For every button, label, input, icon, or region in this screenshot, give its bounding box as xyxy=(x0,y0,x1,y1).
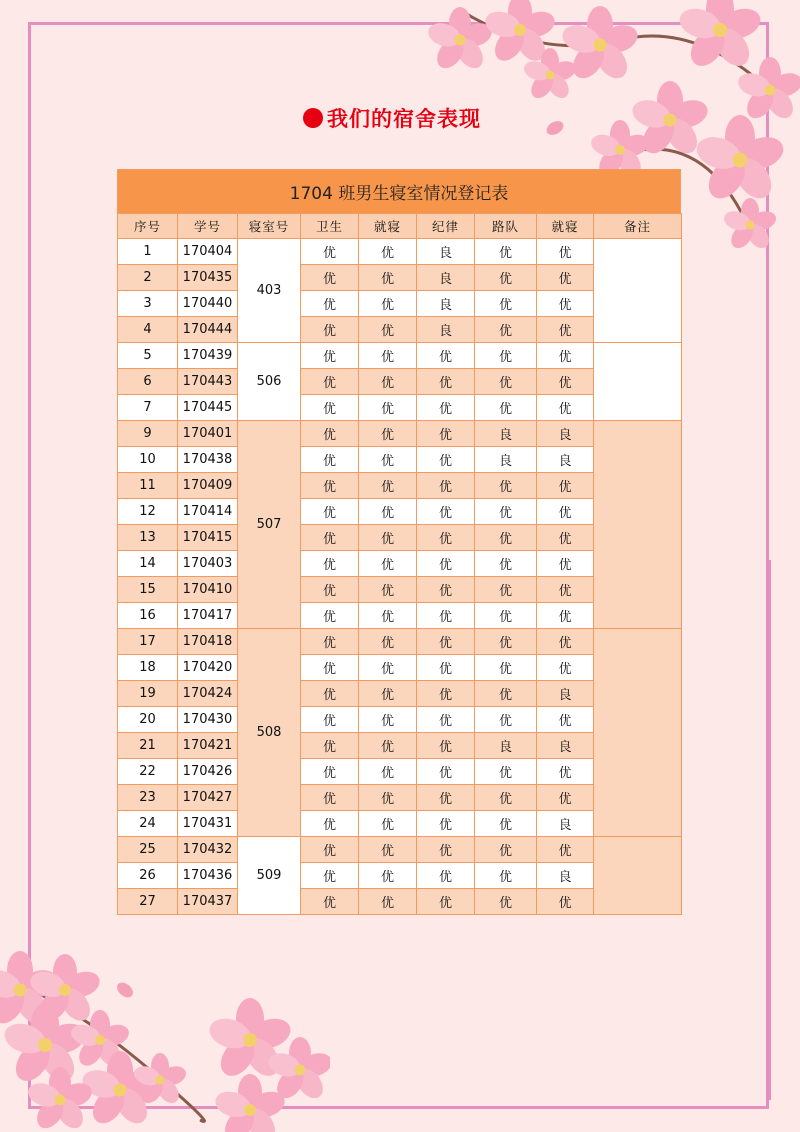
cell-grade: 优 xyxy=(359,681,417,707)
cell-student-id: 170432 xyxy=(178,837,238,863)
cell-grade: 优 xyxy=(301,681,359,707)
cell-grade: 优 xyxy=(417,733,475,759)
cell-grade: 优 xyxy=(537,785,594,811)
cell-grade: 优 xyxy=(359,421,417,447)
cell-grade: 优 xyxy=(475,499,537,525)
cell-grade: 优 xyxy=(417,447,475,473)
cell-index: 22 xyxy=(118,759,178,785)
cell-index: 18 xyxy=(118,655,178,681)
cell-grade: 优 xyxy=(359,655,417,681)
cell-student-id: 170424 xyxy=(178,681,238,707)
cell-grade: 优 xyxy=(475,655,537,681)
cell-grade: 优 xyxy=(417,837,475,863)
cell-student-id: 170430 xyxy=(178,707,238,733)
cell-grade: 优 xyxy=(537,759,594,785)
cell-grade: 良 xyxy=(537,447,594,473)
cherry-blossom-bottom-left-icon xyxy=(0,950,330,1132)
cell-grade: 优 xyxy=(537,629,594,655)
cell-student-id: 170426 xyxy=(178,759,238,785)
cell-index: 2 xyxy=(118,265,178,291)
cell-student-id: 170401 xyxy=(178,421,238,447)
cell-grade: 优 xyxy=(359,733,417,759)
cell-grade: 优 xyxy=(301,265,359,291)
cell-grade: 优 xyxy=(359,447,417,473)
cell-grade: 优 xyxy=(417,785,475,811)
cell-student-id: 170437 xyxy=(178,889,238,915)
cell-index: 26 xyxy=(118,863,178,889)
cell-grade: 优 xyxy=(359,785,417,811)
cell-grade: 优 xyxy=(301,733,359,759)
col-header-sleep-2: 就寝 xyxy=(537,214,594,239)
col-header-student-id: 学号 xyxy=(178,214,238,239)
cell-grade: 优 xyxy=(475,889,537,915)
cell-grade: 良 xyxy=(417,239,475,265)
cell-index: 11 xyxy=(118,473,178,499)
cell-grade: 优 xyxy=(417,889,475,915)
cell-grade: 优 xyxy=(475,785,537,811)
cell-grade: 优 xyxy=(301,525,359,551)
cell-student-id: 170431 xyxy=(178,811,238,837)
cell-grade: 优 xyxy=(475,863,537,889)
cell-grade: 优 xyxy=(475,291,537,317)
heading-text: 我们的宿舍表现 xyxy=(327,106,481,131)
cell-grade: 优 xyxy=(417,525,475,551)
cell-grade: 优 xyxy=(301,655,359,681)
cell-grade: 优 xyxy=(475,603,537,629)
red-dot-icon xyxy=(303,108,323,128)
cell-grade: 优 xyxy=(475,811,537,837)
cell-student-id: 170410 xyxy=(178,577,238,603)
cell-student-id: 170444 xyxy=(178,317,238,343)
cell-grade: 优 xyxy=(537,525,594,551)
cell-remarks xyxy=(594,629,682,837)
cell-index: 12 xyxy=(118,499,178,525)
cell-grade: 优 xyxy=(475,681,537,707)
cell-grade: 优 xyxy=(537,265,594,291)
cell-grade: 良 xyxy=(475,447,537,473)
cell-grade: 优 xyxy=(301,863,359,889)
cell-grade: 优 xyxy=(301,707,359,733)
cell-grade: 优 xyxy=(359,395,417,421)
cell-grade: 优 xyxy=(417,577,475,603)
cell-remarks xyxy=(594,837,682,915)
cell-index: 1 xyxy=(118,239,178,265)
cell-student-id: 170421 xyxy=(178,733,238,759)
cell-grade: 优 xyxy=(417,655,475,681)
cell-index: 20 xyxy=(118,707,178,733)
cell-grade: 良 xyxy=(537,811,594,837)
cell-grade: 优 xyxy=(417,343,475,369)
cell-grade: 优 xyxy=(537,889,594,915)
cell-grade: 优 xyxy=(475,343,537,369)
cell-grade: 优 xyxy=(359,499,417,525)
cell-grade: 优 xyxy=(475,837,537,863)
table-row xyxy=(118,629,682,655)
cell-grade: 优 xyxy=(301,317,359,343)
cell-grade: 优 xyxy=(301,239,359,265)
cell-grade: 优 xyxy=(537,707,594,733)
cell-grade: 优 xyxy=(359,551,417,577)
cell-grade: 优 xyxy=(537,369,594,395)
cell-grade: 优 xyxy=(301,291,359,317)
cell-remarks xyxy=(594,421,682,629)
cell-grade: 优 xyxy=(301,421,359,447)
table-body xyxy=(118,239,682,915)
col-header-index: 序号 xyxy=(118,214,178,239)
cell-grade: 优 xyxy=(417,551,475,577)
cell-grade: 良 xyxy=(417,265,475,291)
cell-index: 9 xyxy=(118,421,178,447)
cell-grade: 优 xyxy=(359,525,417,551)
frame-accent xyxy=(767,560,771,1100)
cell-grade: 优 xyxy=(417,499,475,525)
cell-grade: 优 xyxy=(301,603,359,629)
cell-grade: 优 xyxy=(301,811,359,837)
col-header-hygiene: 卫生 xyxy=(301,214,359,239)
cell-grade: 优 xyxy=(359,343,417,369)
col-header-sleep: 就寝 xyxy=(359,214,417,239)
cell-student-id: 170414 xyxy=(178,499,238,525)
cell-grade: 优 xyxy=(359,603,417,629)
cell-grade: 优 xyxy=(301,473,359,499)
cell-index: 6 xyxy=(118,369,178,395)
header-row xyxy=(118,214,682,239)
cell-grade: 良 xyxy=(537,733,594,759)
cell-student-id: 170404 xyxy=(178,239,238,265)
cell-grade: 优 xyxy=(537,317,594,343)
cell-index: 25 xyxy=(118,837,178,863)
cell-grade: 优 xyxy=(417,863,475,889)
cell-index: 4 xyxy=(118,317,178,343)
cell-grade: 良 xyxy=(417,317,475,343)
cell-grade: 优 xyxy=(475,317,537,343)
table-row xyxy=(118,421,682,447)
sheet-title: 1704 班男生寝室情况登记表 xyxy=(117,169,681,213)
cell-index: 16 xyxy=(118,603,178,629)
cell-grade: 优 xyxy=(417,811,475,837)
cell-index: 15 xyxy=(118,577,178,603)
cell-grade: 优 xyxy=(475,473,537,499)
cell-grade: 优 xyxy=(359,239,417,265)
cell-grade: 优 xyxy=(417,707,475,733)
cell-grade: 优 xyxy=(301,551,359,577)
cell-grade: 优 xyxy=(359,889,417,915)
cell-index: 23 xyxy=(118,785,178,811)
cell-grade: 优 xyxy=(537,655,594,681)
cell-grade: 优 xyxy=(359,863,417,889)
cell-grade: 优 xyxy=(417,629,475,655)
cell-grade: 优 xyxy=(475,265,537,291)
cell-student-id: 170443 xyxy=(178,369,238,395)
cell-grade: 优 xyxy=(359,837,417,863)
cell-index: 10 xyxy=(118,447,178,473)
cell-student-id: 170445 xyxy=(178,395,238,421)
cell-index: 7 xyxy=(118,395,178,421)
col-header-queue: 路队 xyxy=(475,214,537,239)
cell-grade: 优 xyxy=(359,759,417,785)
col-header-remarks: 备注 xyxy=(594,214,682,239)
cell-grade: 良 xyxy=(537,421,594,447)
cell-grade: 优 xyxy=(475,707,537,733)
cell-room: 507 xyxy=(238,421,301,629)
cell-room: 508 xyxy=(238,629,301,837)
cell-room: 509 xyxy=(238,837,301,915)
cell-student-id: 170435 xyxy=(178,265,238,291)
cell-remarks xyxy=(594,239,682,343)
dorm-record-table xyxy=(117,213,682,915)
cell-grade: 优 xyxy=(537,551,594,577)
cell-room: 506 xyxy=(238,343,301,421)
cell-grade: 优 xyxy=(301,837,359,863)
cell-student-id: 170415 xyxy=(178,525,238,551)
cell-grade: 优 xyxy=(359,629,417,655)
cell-grade: 优 xyxy=(359,369,417,395)
cell-index: 13 xyxy=(118,525,178,551)
cell-grade: 优 xyxy=(359,577,417,603)
cell-grade: 优 xyxy=(475,525,537,551)
cell-grade: 良 xyxy=(475,733,537,759)
cell-grade: 优 xyxy=(301,577,359,603)
cell-room: 403 xyxy=(238,239,301,343)
cell-grade: 优 xyxy=(537,603,594,629)
cell-grade: 优 xyxy=(537,239,594,265)
cell-grade: 优 xyxy=(537,395,594,421)
cell-index: 21 xyxy=(118,733,178,759)
cell-index: 5 xyxy=(118,343,178,369)
cell-grade: 优 xyxy=(475,759,537,785)
cell-index: 3 xyxy=(118,291,178,317)
cell-index: 24 xyxy=(118,811,178,837)
cell-student-id: 170418 xyxy=(178,629,238,655)
dorm-record-sheet xyxy=(117,169,681,915)
cell-grade: 优 xyxy=(359,473,417,499)
cell-student-id: 170403 xyxy=(178,551,238,577)
cell-grade: 优 xyxy=(475,551,537,577)
cell-student-id: 170420 xyxy=(178,655,238,681)
cell-grade: 优 xyxy=(301,759,359,785)
cell-grade: 优 xyxy=(417,681,475,707)
cell-grade: 优 xyxy=(537,473,594,499)
cell-student-id: 170427 xyxy=(178,785,238,811)
cell-index: 19 xyxy=(118,681,178,707)
cell-student-id: 170440 xyxy=(178,291,238,317)
cell-grade: 优 xyxy=(301,343,359,369)
cell-grade: 优 xyxy=(359,291,417,317)
cell-grade: 优 xyxy=(417,369,475,395)
cell-grade: 优 xyxy=(537,291,594,317)
cell-student-id: 170409 xyxy=(178,473,238,499)
cell-student-id: 170438 xyxy=(178,447,238,473)
cell-grade: 优 xyxy=(301,499,359,525)
col-header-room: 寝室号 xyxy=(238,214,301,239)
cell-grade: 优 xyxy=(359,265,417,291)
cell-index: 14 xyxy=(118,551,178,577)
col-header-discipline: 纪律 xyxy=(417,214,475,239)
table-row xyxy=(118,239,682,265)
cell-grade: 优 xyxy=(417,395,475,421)
cell-grade: 良 xyxy=(417,291,475,317)
cell-grade: 优 xyxy=(475,577,537,603)
cell-grade: 优 xyxy=(475,369,537,395)
cell-grade: 优 xyxy=(359,811,417,837)
cell-grade: 优 xyxy=(301,447,359,473)
cell-grade: 优 xyxy=(537,837,594,863)
cell-grade: 良 xyxy=(537,681,594,707)
cell-grade: 优 xyxy=(301,629,359,655)
cell-student-id: 170436 xyxy=(178,863,238,889)
cell-grade: 优 xyxy=(301,889,359,915)
cell-grade: 优 xyxy=(301,785,359,811)
cell-remarks xyxy=(594,343,682,421)
cell-grade: 优 xyxy=(537,577,594,603)
cell-student-id: 170417 xyxy=(178,603,238,629)
cell-grade: 优 xyxy=(475,239,537,265)
table-row xyxy=(118,837,682,863)
cell-grade: 优 xyxy=(537,343,594,369)
cell-index: 27 xyxy=(118,889,178,915)
cell-grade: 优 xyxy=(537,499,594,525)
cell-grade: 良 xyxy=(537,863,594,889)
cell-grade: 优 xyxy=(475,395,537,421)
cell-grade: 优 xyxy=(417,603,475,629)
cell-grade: 优 xyxy=(301,395,359,421)
cell-grade: 良 xyxy=(475,421,537,447)
cell-grade: 优 xyxy=(301,369,359,395)
cell-grade: 优 xyxy=(417,473,475,499)
table-row xyxy=(118,343,682,369)
cell-grade: 优 xyxy=(417,759,475,785)
cell-grade: 优 xyxy=(475,629,537,655)
cell-grade: 优 xyxy=(417,421,475,447)
cell-grade: 优 xyxy=(359,317,417,343)
cell-index: 17 xyxy=(118,629,178,655)
cell-grade: 优 xyxy=(359,707,417,733)
page-heading xyxy=(303,104,481,132)
cell-student-id: 170439 xyxy=(178,343,238,369)
